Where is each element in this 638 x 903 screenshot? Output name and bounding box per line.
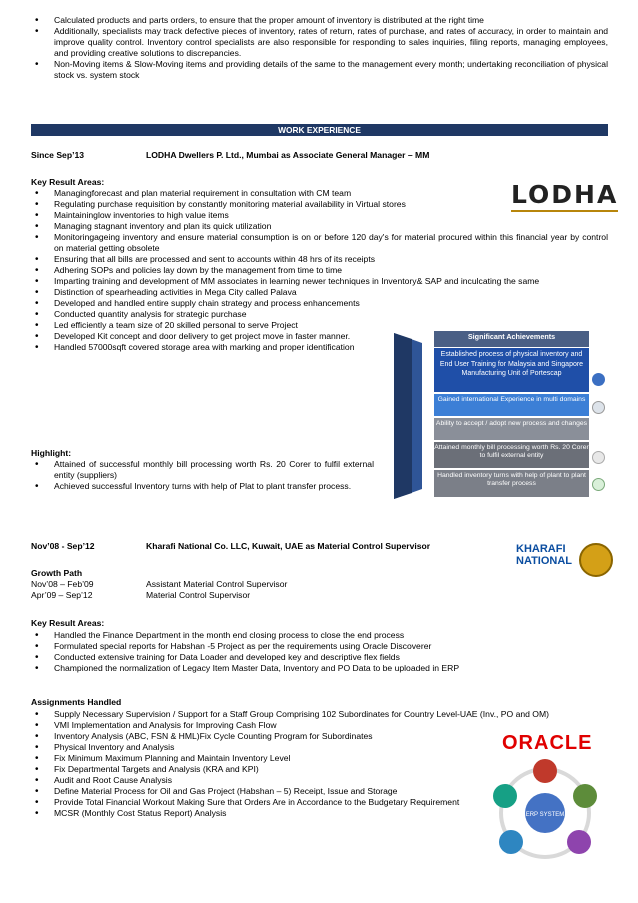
significant-achievements-graphic [394,331,606,501]
growth-period: Apr’09 – Sep’12 [31,590,93,600]
lodha-logo-text: LODHA [511,180,619,209]
list-item: • Calculated products and parts orders, to ensure that the proper amount of inventory is distributed at the right time [31,15,608,26]
erp-system-label: ERP SYSTEM [525,812,565,818]
list-item: • Achieved successful Inventory turns with help of Plat to plant transfer process. [31,481,374,492]
list-item: • Ensuring that all bills are processed and sent to accounts within 48 hrs of its receipts [31,254,608,265]
achievement-3: Ability to accept / adopt new process and changes [434,418,589,440]
achievement-5: Handled inventory turns with help of plant to plant transfer process [434,470,589,497]
intro-bullet-list [31,15,608,81]
list-item: • Handled 57000sqft covered storage area with marking and proper identification [31,342,374,353]
list-item: • Championed the normalization of Legacy Item Master Data, Inventory and PO Data to be uploaded in ERP [31,663,608,674]
list-item: • Physical Inventory and Analysis [31,742,471,753]
job1-kra-list [31,188,608,298]
list-item: • MCSR (Monthly Cost Status Report) Analysis [31,808,471,819]
job2-period: Nov’08 - Sep’12 [31,541,95,551]
list-item: • Adhering SOPs and policies lay down by the management from time to time [31,265,608,276]
list-item: • Inventory Analysis (ABC, FSN & HML)Fix Cycle Counting Program for Subordinates [31,731,471,742]
job1-highlight-list [31,459,374,492]
list-item: • Monitoringageing inventory and ensure material consumption is on or before 120 day's for material procured within this financial year by control on material getting obsolete [31,232,608,254]
achievements-title: Significant Achievements [434,331,589,347]
job1-title: LODHA Dwellers P. Ltd., Mumbai as Associate General Manager – MM [146,150,430,160]
growth-heading: Growth Path [31,568,83,578]
work-experience-heading: WORK EXPERIENCE [31,124,608,136]
list-item: • Managingforecast and plan material requirement in consultation with CM team [31,188,608,199]
globe-icon [592,373,605,386]
job1-kra-heading: Key Result Areas: [31,177,105,187]
list-item: • Developed Kit concept and door delivery to get project move in faster manner. [31,331,374,342]
list-item: • Managing stagnant inventory and plan its quick utilization [31,221,608,232]
list-item: • Non-Moving items & Slow-Moving items and providing details of the same to the management every month; undertaking reconciliation of physical stock vs. system stock [31,59,608,81]
kharafi-logo-line1: KHARAFI [516,543,566,555]
job1-kra-list-narrow [31,298,374,353]
achievement-2: Gained international Experience in multi domains [434,394,589,416]
job2-kra-list [31,630,608,674]
list-item: • Conducted extensive training for Data Loader and developed key and descriptive flex fields [31,652,608,663]
list-item: • Attained of successful monthly bill processing worth Rs. 20 Corer to fulfil external entity (suppliers) [31,459,374,481]
list-item: • Audit and Root Cause Analysis [31,775,471,786]
hand-icon [592,451,605,464]
assignments-list-narrow [31,720,471,819]
list-item: • Define Material Process for Oil and Gas Project (Habshan – 5) Receipt, Issue and Storage [31,786,471,797]
oracle-logo: ORACLE [502,732,593,754]
job2-kra-heading: Key Result Areas: [31,618,105,628]
assignments-heading: Assignments Handled [31,697,122,707]
kharafi-emblem-icon [579,543,613,577]
assignments-list [31,709,608,720]
achievement-1: Established process of physical inventory and End User Training for Malaysia and Singapore Manufacturing Unit of Portescap [434,348,589,392]
growth-role: Assistant Material Control Supervisor [146,579,288,589]
list-item: • Formulated special reports for Habshan -5 Project as per the requirements using Oracle Discoverer [31,641,608,652]
kharafi-logo-line2: NATIONAL [516,555,573,567]
list-item: • Regulating purchase requisition by constantly monitoring material availability in Virtual stores [31,199,608,210]
list-item: • Provide Total Financial Workout Making Sure that Orders Are in Accordance to the Budgetary Requirement [31,797,471,808]
network-icon [592,401,605,414]
growth-period: Nov’08 – Feb’09 [31,579,94,589]
list-item: • Maintaininglow inventories to high value items [31,210,608,221]
list-item: • Imparting training and development of MM associates in learning newer techniques in Inventory& SAP and inculcating the same [31,276,608,287]
job2-title: Kharafi National Co. LLC, Kuwait, UAE as Material Control Supervisor [146,541,431,551]
list-item: • Supply Necessary Supervision / Support for a Staff Group Comprising 102 Subordinates for Country Level-UAE (Inv., PO and OM) [31,709,608,720]
kharafi-logo [516,543,609,578]
job1-highlight-heading: Highlight: [31,448,72,458]
achievement-4: Attained monthly bill processing worth Rs. 20 Corer to fulfil external entity [434,442,589,468]
list-item: • Developed and handled entire supply chain strategy and process enhancements [31,298,374,309]
list-item: • Fix Minimum Maximum Planning and Maintain Inventory Level [31,753,471,764]
growth-role: Material Control Supervisor [146,590,251,600]
list-item: • VMI Implementation and Analysis for Improving Cash Flow [31,720,471,731]
list-item: • Additionally, specialists may track defective pieces of inventory, rates of return, rates of purchase, and rates of accuracy, in order to maintain and improve quality control. Inventory control specialists are also responsible for responding to sales inquiries, filing reports, managing employees, and providing creative solutions to discrepancies. [31,26,608,59]
list-item: • Handled the Finance Department in the month end closing process to close the end process [31,630,608,641]
list-item: • Conducted quantity analysis for strategic purchase [31,309,374,320]
list-item: • Distinction of spearheading activities in Mega City called Palava [31,287,608,298]
erp-system-diagram [486,754,604,872]
job1-period: Since Sep’13 [31,150,85,160]
list-item: • Fix Departmental Targets and Analysis (KRA and KPI) [31,764,471,775]
recycle-icon [592,478,605,491]
list-item: • Led efficiently a team size of 20 skilled personal to serve Project [31,320,374,331]
